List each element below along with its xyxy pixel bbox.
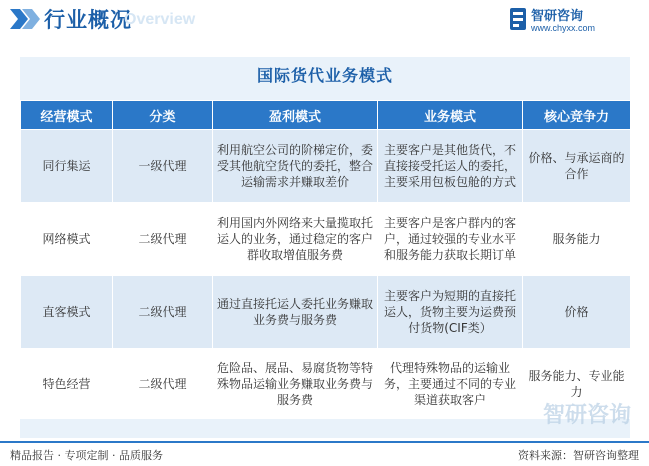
table-cell: 通过直接托运人委托业务赚取业务费与服务费 (213, 276, 378, 349)
table-cell: 二级代理 (113, 349, 213, 419)
table-cell: 价格 (523, 276, 631, 349)
table-row (21, 276, 631, 349)
footer (0, 441, 649, 466)
table-panel (20, 57, 630, 438)
table-title: 国际货代业务模式 (256, 66, 393, 85)
table-cell: 服务能力 (523, 203, 631, 276)
double-chevron-icon (10, 9, 40, 29)
table-cell: 特色经营 (21, 349, 113, 419)
table-cell: 主要客户为短期的直接托运人，货物主要为运费预付货物(CIF类） (378, 276, 523, 349)
section-subtitle: Overview (124, 11, 196, 28)
brand-name: 智研咨询 (531, 9, 584, 24)
column-header: 分类 (113, 101, 213, 130)
section-title: 行业概况 (44, 8, 132, 32)
table-row (21, 203, 631, 276)
header (0, 0, 649, 38)
table-row (21, 349, 631, 419)
column-header: 经营模式 (21, 101, 113, 130)
footer-slogan: 精品报告 · 专项定制 · 品质服务 (10, 449, 163, 462)
table-row (21, 130, 631, 203)
table-cell: 利用航空公司的阶梯定价，委受其他航空货代的委托，整合运输需求并赚取差价 (213, 130, 378, 203)
table-cell: 危险品、展品、易腐货物等特殊物品运输业务赚取业务费与服务费 (213, 349, 378, 419)
column-header: 业务模式 (378, 101, 523, 130)
table-cell: 直客模式 (21, 276, 113, 349)
watermark: 智研咨询 (542, 403, 631, 428)
table-cell: 二级代理 (113, 276, 213, 349)
table-cell: 二级代理 (113, 203, 213, 276)
table-cell: 网络模式 (21, 203, 113, 276)
table-cell: 服务能力、专业能力 (523, 349, 631, 419)
table-cell: 代理特殊物品的运输业务，主要通过不同的专业渠道获取客户 (378, 349, 523, 419)
business-model-table (20, 100, 631, 419)
footer-divider (0, 441, 649, 443)
brand-logo-icon (509, 6, 527, 32)
brand-url: www.chyxx.com (531, 23, 596, 33)
brand (509, 4, 639, 36)
footer-source: 资料来源：智研咨询整理 (518, 449, 639, 462)
table-header-row (21, 101, 631, 130)
table-cell: 价格、与承运商的合作 (523, 130, 631, 203)
column-header: 核心竞争力 (523, 101, 631, 130)
table-cell: 一级代理 (113, 130, 213, 203)
table-cell: 主要客户是客户群内的客户，通过较强的专业水平和服务能力获取长期订单 (378, 203, 523, 276)
table-cell: 同行集运 (21, 130, 113, 203)
table-cell: 主要客户是其他货代，不直接接受托运人的委托，主要采用包板包舱的方式 (378, 130, 523, 203)
column-header: 盈利模式 (213, 101, 378, 130)
table-cell: 利用国内外网络来大量揽取托运人的业务，通过稳定的客户群收取增值服务费 (213, 203, 378, 276)
